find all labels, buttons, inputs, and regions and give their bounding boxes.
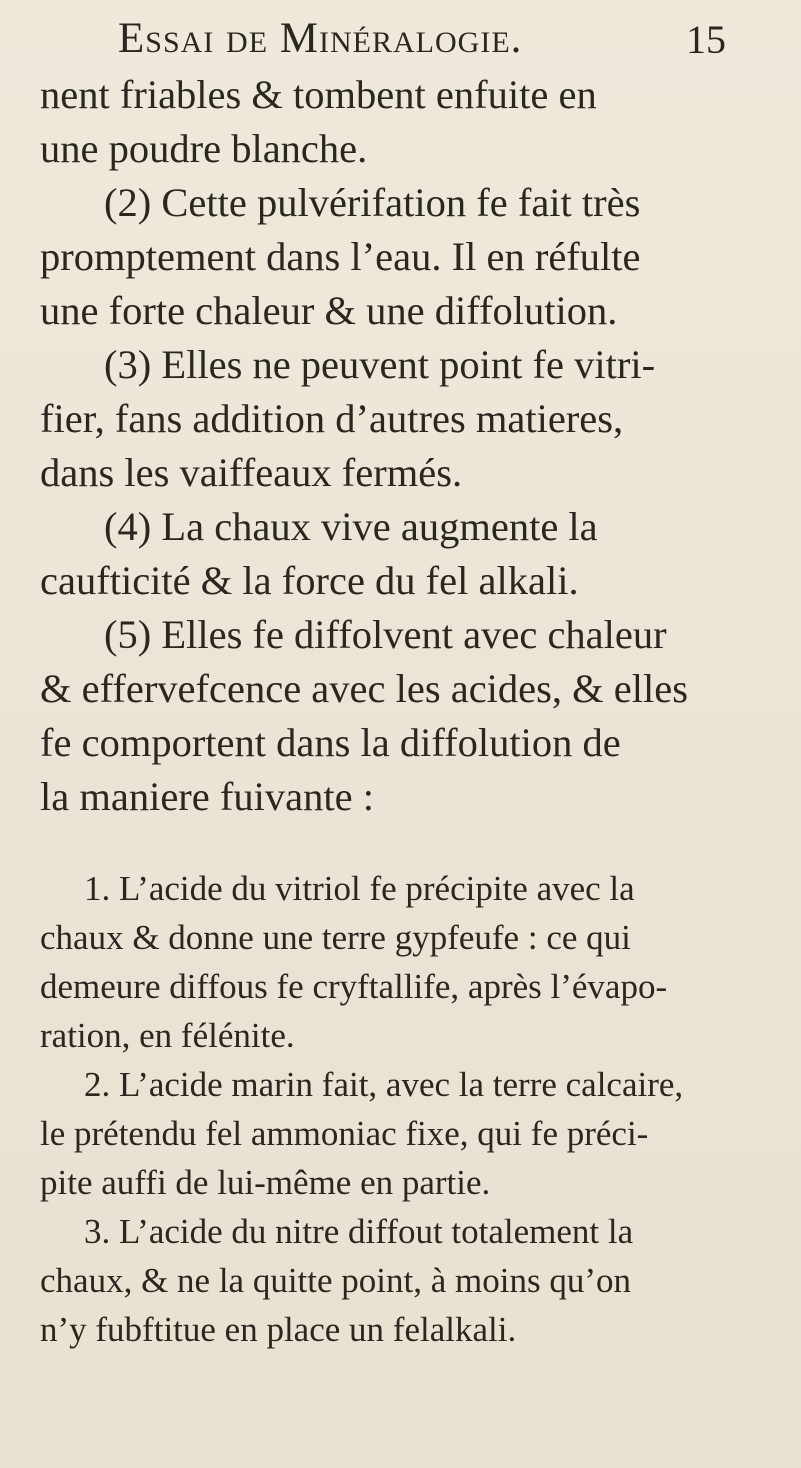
text-line: pite auffi de lui-même en partie. xyxy=(40,1163,491,1202)
numbered-paragraphs xyxy=(40,864,780,1354)
text-line: promptement dans l’eau. Il en réfulte xyxy=(40,234,641,279)
text-line: & effervefcence avec les acides, & elles xyxy=(40,666,688,711)
text-line: dans les vaiffeaux fermés. xyxy=(40,450,463,495)
body-text xyxy=(40,68,780,1354)
page-number: 15 xyxy=(686,17,726,62)
text-line: chaux, & ne la quitte point, à moins qu’on xyxy=(40,1261,632,1300)
text-line: demeure diffous fe cryftallife, après l’évapo- xyxy=(40,967,668,1006)
section-gap xyxy=(40,824,780,864)
text-line: nent friables & tombent enfuite en xyxy=(40,72,597,117)
text-line: fier, fans addition d’autres matieres, xyxy=(40,396,624,441)
text-line: ration, en félénite. xyxy=(40,1016,295,1055)
text-line: (3) Elles ne peuvent point fe vitri- xyxy=(104,342,656,387)
text-line: 2. L’acide marin fait, avec la terre calcaire, xyxy=(84,1065,684,1104)
main-paragraphs xyxy=(40,68,780,824)
text-line: une forte chaleur & une diffolution. xyxy=(40,288,618,333)
text-line: 1. L’acide du vitriol fe précipite avec la xyxy=(84,869,635,908)
text-line: caufticité & la force du fel alkali. xyxy=(40,558,579,603)
text-line: fe comportent dans la diffolution de xyxy=(40,720,621,765)
text-line: (5) Elles fe diffolvent avec chaleur xyxy=(104,612,667,657)
running-head xyxy=(0,8,801,68)
running-title: Essai de Minéralogie. xyxy=(118,15,523,62)
text-line: une poudre blanche. xyxy=(40,126,368,171)
text-line: n’y fubftitue en place un felalkali. xyxy=(40,1310,517,1349)
text-line: (4) La chaux vive augmente la xyxy=(104,504,598,549)
text-line: la maniere fuivante : xyxy=(40,774,374,819)
text-line: 3. L’acide du nitre diffout totalement la xyxy=(84,1212,634,1251)
text-line: chaux & donne une terre gypfeufe : ce qui xyxy=(40,918,631,957)
text-line: (2) Cette pulvérifation fe fait très xyxy=(104,180,641,225)
text-line: le prétendu fel ammoniac fixe, qui fe préci- xyxy=(40,1114,649,1153)
